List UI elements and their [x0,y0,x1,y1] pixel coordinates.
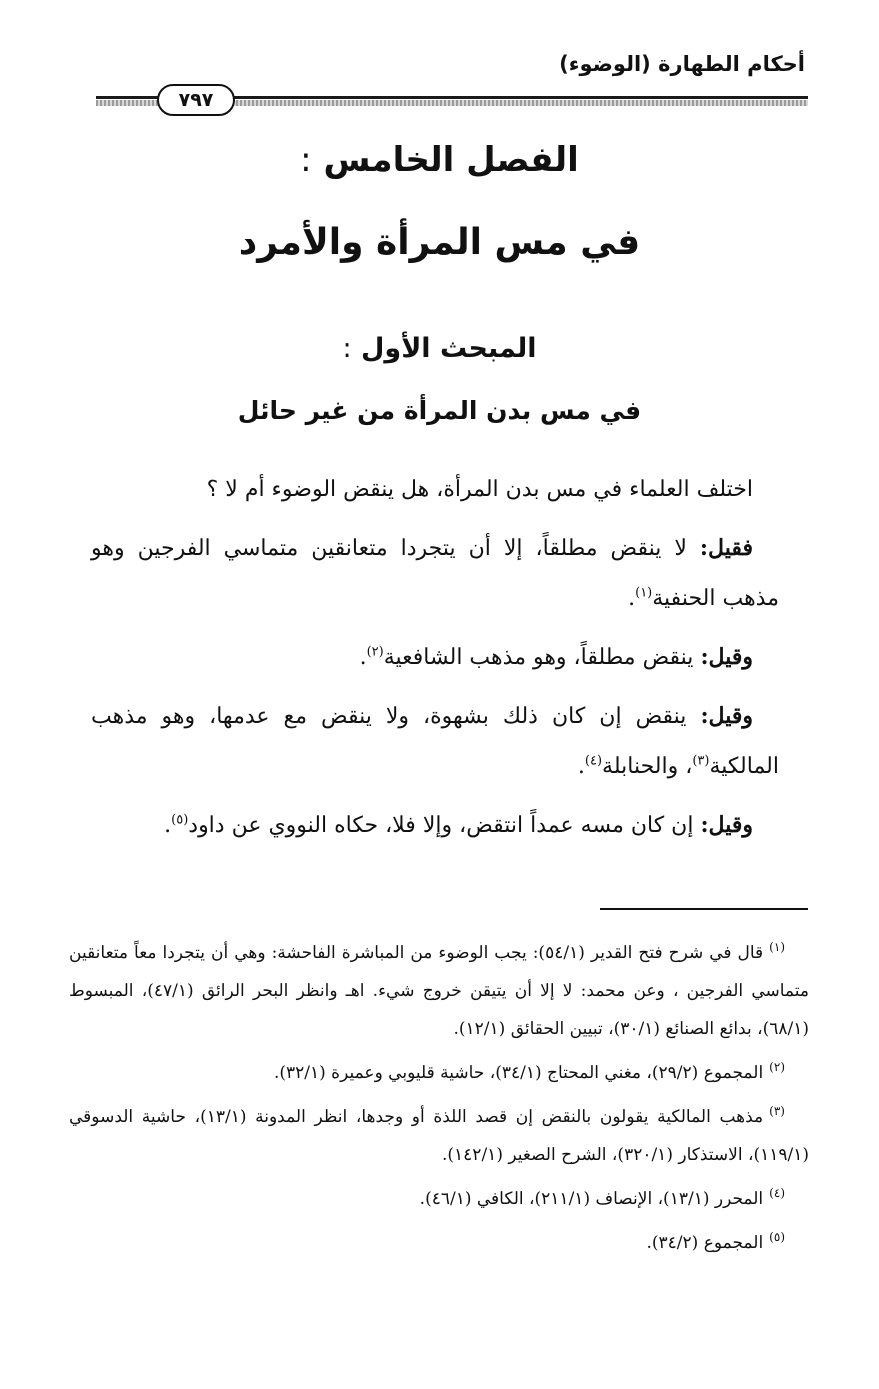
chapter-label: الفصل الخامس [323,140,579,180]
footnote [69,1180,809,1218]
footnote-ref: (٣) [692,753,710,769]
opinion-lead: وقيل: [700,812,753,838]
body-text [91,465,779,859]
footnote-ref: (٥) [171,812,189,828]
footnote-number: (٤) [769,1186,785,1201]
footnote-number: (٣) [769,1104,785,1119]
footnote-separator [600,908,808,910]
footnote-ref: (١) [635,585,653,601]
footnote-number: (٥) [769,1230,785,1245]
footnote-number: (١) [769,940,785,955]
opinion-text: إن كان مسه عمداً انتقض، وإلا فلا، حكاه النووي عن داود [188,813,701,838]
footnote [69,1054,809,1092]
intro-text: اختلف العلماء في مس بدن المرأة، هل ينقض الوضوء أم لا ؟ [206,477,753,502]
footnote-text: المجموع (٣٤/٢). [646,1233,764,1253]
opinion-text: ينقض مطلقاً، وهو مذهب الشافعية [383,645,701,670]
section-colon: : [342,333,352,364]
footnote-ref: (٢) [366,644,384,660]
section-heading [0,333,879,364]
opinion-paragraph-1 [91,523,779,624]
footnote-text: مذهب المالكية يقولون بالنقض إن قصد اللذة أو وجدها، انظر المدونة (١٣/١)، حاشية الدسوقي (١١٩/١)، الاستذكار (٣٢٠/١)، الشرح الصغير (١٤٢/١). [69,1107,809,1165]
opinion-text: ينقض إن كان ذلك بشهوة، ولا ينقض مع عدمها، وهو مذهب المالكية [91,704,779,779]
end-dot: . [577,754,585,779]
footnote-text: المحرر (١٣/١)، الإنصاف (٢١١/١)، الكافي (٤٦/١). [419,1189,764,1209]
intro-paragraph [91,465,779,515]
end-dot: . [164,813,172,838]
opinion-lead: وقيل: [700,703,753,729]
end-dot: . [628,586,636,611]
chapter-colon: : [300,140,312,180]
opinion-text: لا ينقض مطلقاً، إلا أن يتجردا متعانقين متماسي الفرجين وهو مذهب الحنفية [91,536,779,611]
footnote-number: (٢) [769,1060,785,1075]
opinion-lead: وقيل: [700,644,753,670]
opinion-paragraph-3 [91,691,779,792]
footnote-text: المجموع (٢٩/٢)، مغني المحتاج (٣٤/١)، حاشية قليوبي وعميرة (٣٢/١). [273,1063,764,1083]
section-title: في مس بدن المرأة من غير حائل [237,396,642,425]
opinion-lead: فقيل: [699,535,753,561]
opinion-paragraph-2 [91,632,779,683]
end-dot: . [359,645,367,670]
opinion-text-cont: ، والحنابلة [602,754,693,779]
footnote-text: قال في شرح فتح القدير (٥٤/١): يجب الوضوء من المباشرة الفاحشة: وهي أن يتجردا معاً متعانقين متماسي الفرجين ، وعن محمد: لا إلا أن يتيقن خروج شيء. اهـ وانظر البحر الرائق (٤٧/١)، المبسوط (٦٨/١)، بدائع الصنائع (٣٠/١)، تبيين الحقائق (١٢/١). [69,943,810,1039]
footnotes [69,934,809,1268]
page-number: ٧٩٧ [157,84,235,116]
footnote-ref: (٤) [584,753,603,769]
opinion-paragraph-4 [91,800,779,851]
section-label: المبحث الأول [360,333,537,364]
chapter-heading [0,140,879,180]
footnote [69,1224,809,1262]
chapter-title: في مس المرأة والأمرد [238,222,641,263]
footnote [69,1098,809,1174]
running-title: أحكام الطهارة (الوضوء) [559,52,805,76]
footnote [69,934,809,1048]
